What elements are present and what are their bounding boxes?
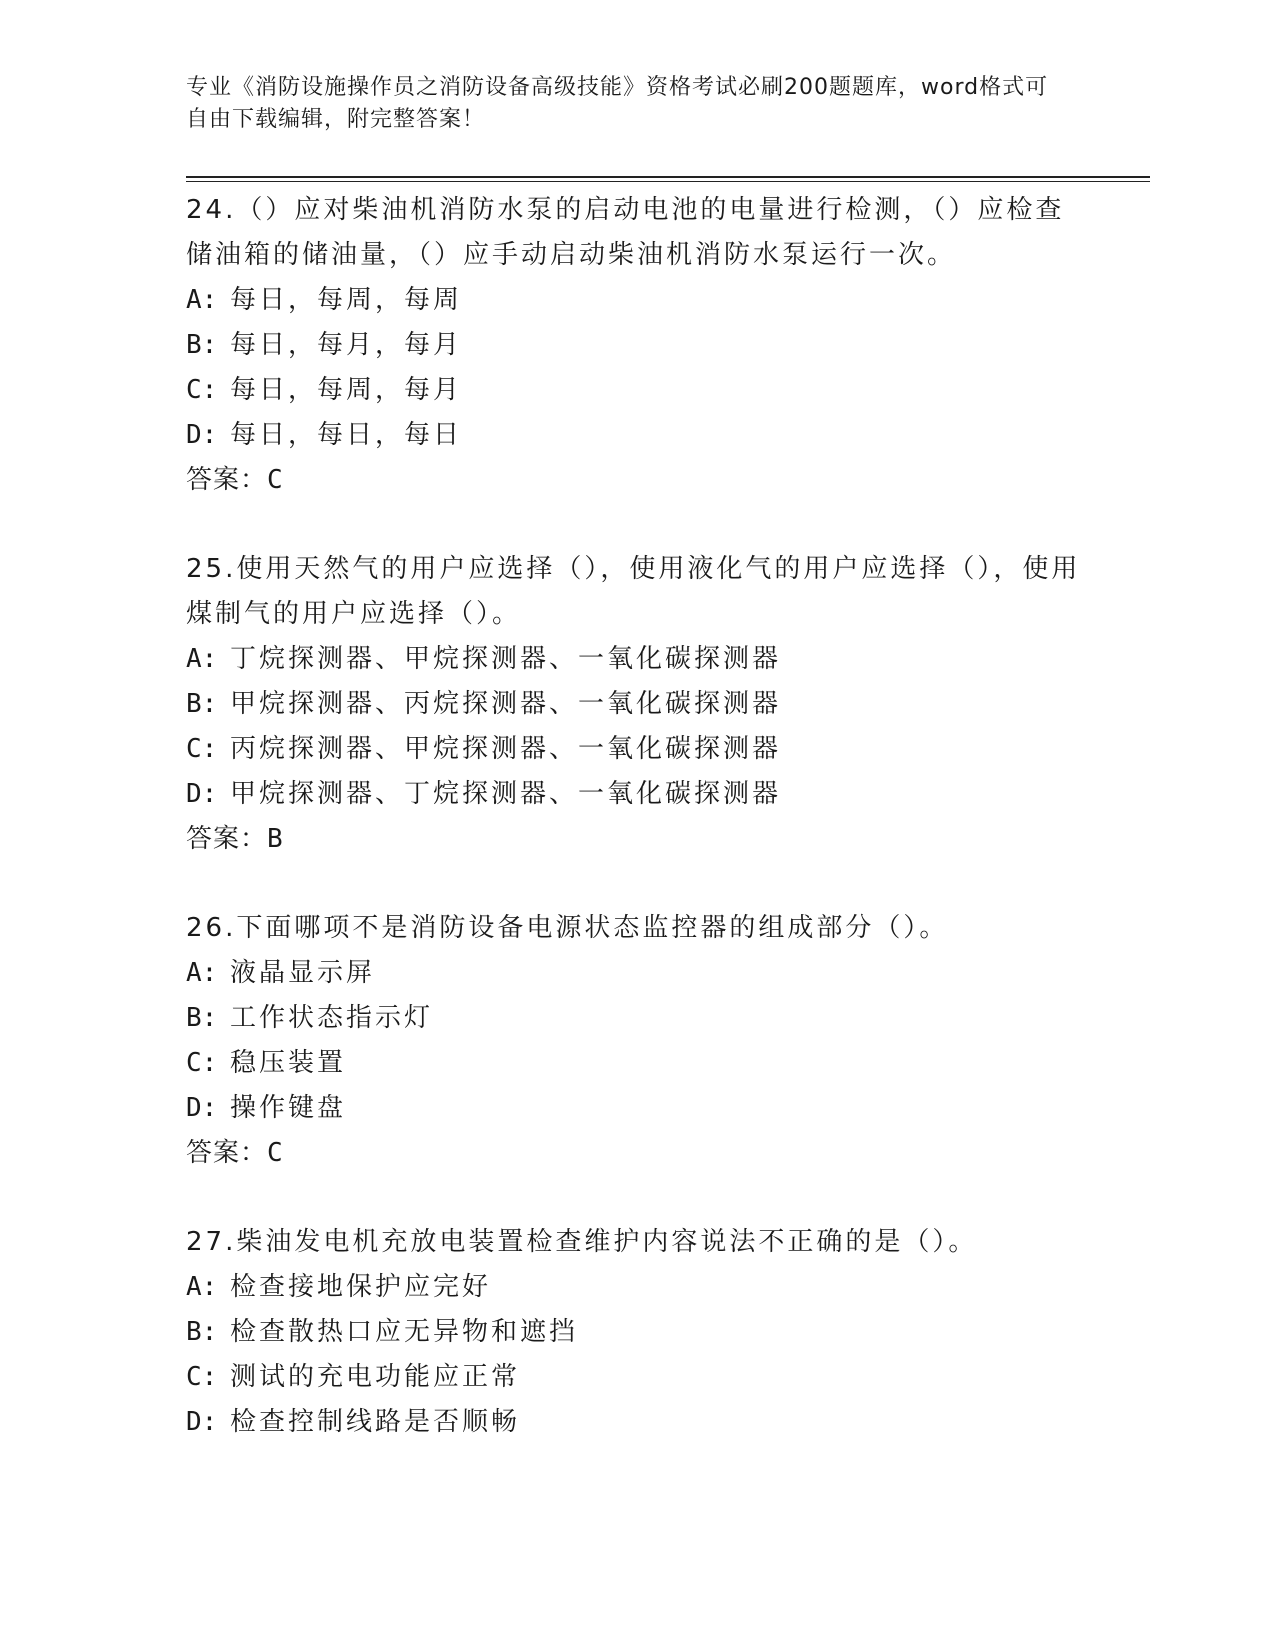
- option-a: [186, 278, 1086, 323]
- answer: [186, 458, 1086, 503]
- question-text: 26.下面哪项不是消防设备电源状态监控器的组成部分（）。: [186, 913, 949, 943]
- option-letter: B:: [186, 1003, 218, 1033]
- answer-value: B: [267, 824, 284, 854]
- option-letter: A:: [186, 285, 218, 315]
- option-letter: B:: [186, 689, 218, 719]
- question-27: [186, 1220, 1086, 1445]
- option-text: 操作键盘: [230, 1093, 347, 1123]
- option-a: [186, 1265, 1086, 1310]
- option-text: 检查接地保护应完好: [230, 1272, 492, 1302]
- option-letter: C:: [186, 375, 218, 405]
- option-text: 测试的充电功能应正常: [230, 1362, 521, 1392]
- option-letter: C:: [186, 1048, 218, 1078]
- answer-value: C: [267, 1138, 284, 1168]
- answer: [186, 817, 1086, 862]
- option-a: [186, 951, 1086, 996]
- question-25: [186, 547, 1086, 862]
- answer-label: 答案：: [186, 465, 268, 495]
- question-list: [186, 188, 1086, 1489]
- option-letter: B:: [186, 1317, 218, 1347]
- answer-label: 答案：: [186, 824, 268, 854]
- option-letter: D:: [186, 420, 218, 450]
- question-text: 27.柴油发电机充放电装置检查维护内容说法不正确的是（）。: [186, 1227, 978, 1257]
- option-letter: D:: [186, 1407, 218, 1437]
- option-c: [186, 1355, 1086, 1400]
- question-24: [186, 188, 1086, 503]
- header-rule-thick: [186, 176, 1150, 178]
- option-text: 每日，每周，每月: [230, 375, 463, 405]
- document-header: 专业《消防设施操作员之消防设备高级技能》资格考试必刷200题题库，word格式可自由下载编辑，附完整答案！: [186, 75, 1049, 132]
- option-d: [186, 1400, 1086, 1445]
- option-d: [186, 413, 1086, 458]
- option-letter: B:: [186, 330, 218, 360]
- answer-value: C: [267, 465, 284, 495]
- option-d: [186, 1086, 1086, 1131]
- option-text: 每日，每日，每日: [230, 420, 463, 450]
- option-letter: A:: [186, 958, 218, 988]
- option-a: [186, 637, 1086, 682]
- answer-label: 答案：: [186, 1138, 268, 1168]
- option-letter: D:: [186, 779, 218, 809]
- question-text: 25.使用天然气的用户应选择（），使用液化气的用户应选择（），使用煤制气的用户应选择（）。: [186, 554, 1081, 629]
- option-b: [186, 996, 1086, 1041]
- question-text: 24.（）应对柴油机消防水泵的启动电池的电量进行检测，（）应检查储油箱的储油量，（）应手动启动柴油机消防水泵运行一次。: [186, 195, 1065, 270]
- option-text: 丁烷探测器、甲烷探测器、一氧化碳探测器: [230, 644, 782, 674]
- option-text: 每日，每周，每周: [230, 285, 463, 315]
- option-letter: C:: [186, 1362, 218, 1392]
- option-d: [186, 772, 1086, 817]
- option-b: [186, 682, 1086, 727]
- option-c: [186, 1041, 1086, 1086]
- option-b: [186, 323, 1086, 368]
- option-letter: C:: [186, 734, 218, 764]
- option-text: 每日，每月，每月: [230, 330, 463, 360]
- option-text: 工作状态指示灯: [230, 1003, 434, 1033]
- question-26: [186, 906, 1086, 1176]
- option-text: 检查控制线路是否顺畅: [230, 1407, 521, 1437]
- option-text: 甲烷探测器、丁烷探测器、一氧化碳探测器: [230, 779, 782, 809]
- header-rule-thin: [186, 181, 1150, 182]
- option-text: 甲烷探测器、丙烷探测器、一氧化碳探测器: [230, 689, 782, 719]
- option-letter: A:: [186, 644, 218, 674]
- option-letter: D:: [186, 1093, 218, 1123]
- option-text: 检查散热口应无异物和遮挡: [230, 1317, 579, 1347]
- answer: [186, 1131, 1086, 1176]
- option-b: [186, 1310, 1086, 1355]
- option-c: [186, 368, 1086, 413]
- option-text: 稳压装置: [230, 1048, 347, 1078]
- option-letter: A:: [186, 1272, 218, 1302]
- option-text: 液晶显示屏: [230, 958, 376, 988]
- option-text: 丙烷探测器、甲烷探测器、一氧化碳探测器: [230, 734, 782, 764]
- option-c: [186, 727, 1086, 772]
